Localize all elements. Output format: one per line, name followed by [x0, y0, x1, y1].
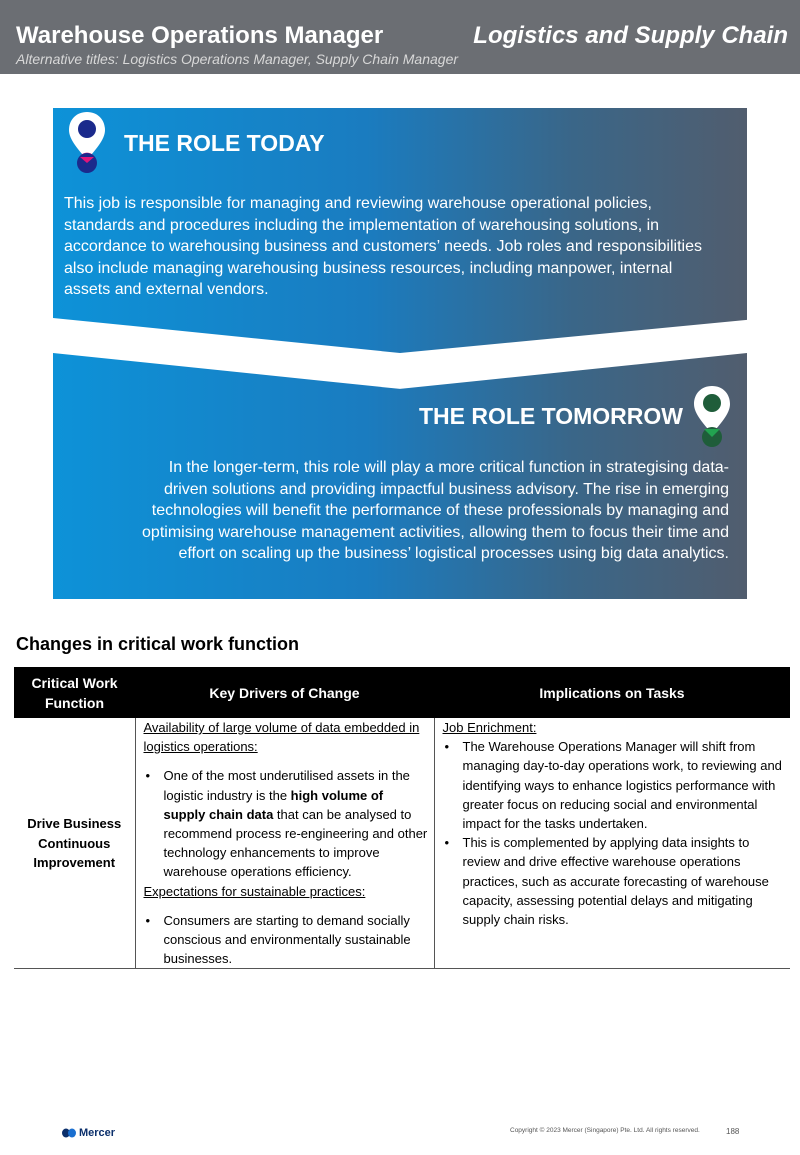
column-header: Critical Work Function [14, 667, 135, 718]
implications-list [443, 737, 783, 929]
role-tomorrow-text: In the longer-term, this role will play a more critical function in strategising data-driven solutions and providing impactful business advisory. The rise in emerging technologies will benefit the performance of these professionals by managing and optimising warehouse management activities, allowing them to focus their time and effort on scaling up the business’ logistical processes using big data analytics. [142, 459, 729, 562]
column-header: Key Drivers of Change [135, 667, 434, 718]
role-today-heading: THE ROLE TODAY [124, 130, 325, 156]
location-pin-icon [67, 110, 107, 176]
driver-list [144, 911, 428, 969]
mercer-logo [62, 1127, 115, 1139]
page-header [0, 0, 800, 74]
table-row [14, 718, 790, 969]
list-item: • This is complemented by applying data insights to review and drive effective warehouse operations practices, such as accurate forecasting of warehouse capacity, assessing potential delays and mitigating supply chain risks. [443, 833, 783, 929]
section-title: Changes in critical work function [16, 634, 300, 654]
mercer-logo-text: Mercer [79, 1127, 116, 1139]
list-item: • The Warehouse Operations Manager will shift from managing day-to-day operations work, to reviewing and identifying ways to enhance logistics performance with greater focus on reducing social and environmental impact for the tasks undertaken. [443, 737, 783, 833]
driver-heading: Availability of large volume of data embedded in logistics operations: [143, 720, 420, 755]
role-today-text: This job is responsible for managing and reviewing warehouse operational policies, standards and procedures including the implementation of warehousing solutions, in accordance to warehousing business and customers’ needs. Job roles and responsibilities also include managing warehousing business resources, including manpower, internal assets and external vendors. [64, 195, 702, 298]
copyright: Copyright © 2023 Mercer (Singapore) Pte. Ltd. All rights reserved. [510, 1127, 700, 1134]
table-header-row [14, 667, 790, 718]
alternative-titles: Alternative titles: Logistics Operations Manager, Supply Chain Manager [16, 51, 459, 67]
driver-heading: Expectations for sustainable practices: [143, 883, 366, 899]
driver-text: One of the most underutilised assets in the logistic industry is the [163, 768, 410, 803]
role-tomorrow-heading: THE ROLE TOMORROW [418, 403, 683, 429]
list-item: • Consumers are starting to demand socially conscious and environmentally sustainable businesses. [144, 911, 428, 969]
job-category: Logistics and Supply Chain [473, 22, 788, 49]
mercer-logo-icon [62, 1128, 76, 1138]
page-number: 188 [726, 1127, 740, 1136]
job-title: Warehouse Operations Manager [16, 22, 384, 49]
driver-emphasis: high volume of supply chain data [163, 787, 384, 822]
critical-work-function-table [14, 667, 790, 969]
driver-text: that can be analysed to recommend process re-engineering and other technology enhancements to improve warehouse operations efficiency. [163, 806, 428, 880]
implications-heading: Job Enrichment: [442, 720, 537, 735]
column-header: Implications on Tasks [434, 667, 790, 718]
critical-work-function-cell: Drive Business Continuous Improvement [14, 718, 135, 969]
location-pin-icon [692, 384, 732, 448]
implications-cell [434, 718, 790, 969]
driver-list [144, 766, 428, 881]
key-drivers-cell [135, 718, 434, 969]
list-item [144, 766, 428, 881]
